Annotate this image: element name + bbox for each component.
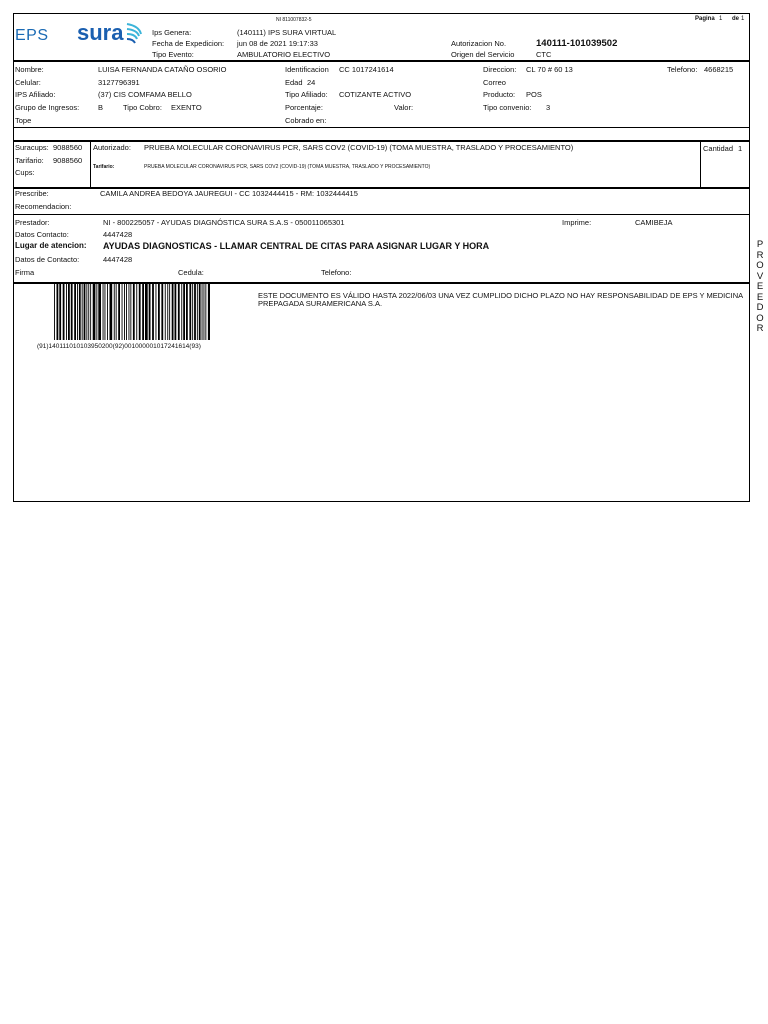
vertical-letter: O [756,312,764,324]
tipo-convenio-value: 3 [546,103,551,112]
suracups-value: 9088560 [53,143,83,152]
ips-afiliado-value: (37) CIS COMFAMA BELLO [98,90,192,99]
producto-label: Producto: [483,90,516,99]
producto-value: POS [526,90,542,99]
nombre-label: Nombre: [15,65,44,74]
sura-logo [77,20,147,50]
de-label: de [732,16,740,22]
ips-afiliado-label: IPS Afiliado: [15,90,56,99]
datos-contacto-label: Datos Contacto: [15,230,69,239]
valor-label: Valor: [394,103,414,112]
vertical-letter: D [756,302,764,313]
nombre-value: LUISA FERNANDA CATAÑO OSORIO [98,65,227,74]
lugar-atencion-label: Lugar de atencion: [15,241,87,250]
pagina-number: 1 [719,16,723,22]
validity-line-2: PREPAGADA SURAMERICANA S.A. [258,299,383,308]
tarifario-desc-value: PRUEBA MOLECULAR CORONAVIRUS PCR, SARS COV2 (COVID-19) (TOMA MUESTRA, TRASLADO Y PROCESAMIENTO) [144,164,431,170]
prescribe-label: Prescribe: [15,189,49,198]
grupo-ingresos-label: Grupo de Ingresos: [15,103,80,112]
firma-label: Firma [15,268,35,277]
suracups-label: Suracups: [15,143,49,152]
lugar-atencion-value: AYUDAS DIAGNOSTICAS - LLAMAR CENTRAL DE CITAS PARA ASIGNAR LUGAR Y HORA [103,241,490,251]
telefono-value: 4668215 [704,65,734,74]
cobrado-label: Cobrado en: [285,116,327,125]
de-number: 1 [741,16,745,22]
cedula-label: Cedula: [178,268,204,277]
correo-label: Correo [483,78,506,87]
tipo-evento-label: Tipo Evento: [152,50,194,59]
header-rule [13,60,750,62]
barcode [54,284,210,340]
pagina-label: Pagina [695,16,715,22]
vertical-letter: V [756,270,764,282]
cups-label: Cups: [15,168,35,177]
proveedor-vertical-text [755,240,765,335]
identificacion-value: CC 1017241614 [339,65,394,74]
autorizacion-number: 140111-101039502 [536,38,618,49]
grupo-ingresos-value: B [98,103,104,112]
tarifario-label: Tarifario: [15,156,44,165]
service-divider-right [700,140,701,187]
fecha-value: jun 08 de 2021 19:17:33 [237,39,318,48]
direccion-label: Direccion: [483,65,517,74]
imprime-label: Imprime: [562,218,592,227]
vertical-letter: E [756,281,764,292]
tarifario-value: 9088560 [53,156,83,165]
telefono-label: Telefono: [667,65,698,74]
datos-contacto-value: 4447428 [103,230,133,239]
validity-line-1: ESTE DOCUMENTO ES VÁLIDO HASTA 2022/06/03 UNA VEZ CUMPLIDO DICHO PLAZO NO HAY RESPONSABILIDAD DE EPS Y MEDICINA [258,291,744,300]
prestador-value: NI - 800225057 - AYUDAS DIAGNÓSTICA SURA S.A.S - 050011065301 [103,218,345,227]
tarifario-desc-label: Tarifario: [93,164,115,170]
tipo-convenio-label: Tipo convenio: [483,103,532,112]
service-top-rule [13,140,750,142]
patient-rule [13,127,750,128]
vertical-letter: R [756,323,764,334]
fecha-label: Fecha de Expedicion: [152,39,225,48]
ips-genera-value: (140111) IPS SURA VIRTUAL [237,28,337,37]
telefono-contact-label: Telefono: [321,268,352,277]
wing-icon [125,22,145,46]
datos-de-contacto-value: 4447428 [103,255,133,264]
edad-label: Edad [285,78,303,87]
vertical-letter: P [756,239,764,250]
prescriber-rule [13,214,750,215]
vertical-letter: O [756,260,764,271]
autorizado-value: PRUEBA MOLECULAR CORONAVIRUS PCR, SARS COV2 (COVID-19) (TOMA MUESTRA, TRASLADO Y PROCESAMIENTO) [144,143,574,152]
identificacion-label: Identificacion [285,65,329,74]
tipo-cobro-label: Tipo Cobro: [123,103,162,112]
celular-value: 3127796391 [98,78,140,87]
ni-number: NI 811007832-5 [276,17,312,23]
cantidad-label: Cantidad [703,144,734,153]
service-divider-left [90,140,91,187]
datos-de-contacto-label: Datos de Contacto: [15,255,80,264]
autorizacion-label: Autorizacion No. [451,39,507,48]
autorizado-label: Autorizado: [93,143,131,152]
tipo-afiliado-value: COTIZANTE ACTIVO [339,90,412,99]
tipo-afiliado-label: Tipo Afiliado: [285,90,328,99]
edad-value: 24 [307,78,316,87]
imprime-value: CAMIBEJA [635,218,673,227]
prescribe-value: CAMILA ANDREA BEDOYA JAUREGUI - CC 1032444415 - RM: 1032444415 [100,189,358,198]
vertical-letter: E [756,291,764,303]
tope-label: Tope [15,116,32,125]
sura-wordmark: sura [77,20,124,45]
vertical-letter: R [756,249,764,261]
recomendacion-label: Recomendacion: [15,202,72,211]
origen-value: CTC [536,50,552,59]
direccion-value: CL 70 # 60 13 [526,65,573,74]
origen-label: Origen del Servicio [451,50,515,59]
celular-label: Celular: [15,78,41,87]
ips-genera-label: Ips Genera: [152,28,192,37]
tipo-evento-value: AMBULATORIO ELECTIVO [237,50,331,59]
eps-logo-text: EPS [15,27,49,44]
porcentaje-label: Porcentaje: [285,103,323,112]
prestador-label: Prestador: [15,218,50,227]
tipo-cobro-value: EXENTO [171,103,202,112]
cantidad-value: 1 [738,144,743,153]
barcode-text: (91)140111010103950200(92)001000001017241614(93) [37,343,201,350]
